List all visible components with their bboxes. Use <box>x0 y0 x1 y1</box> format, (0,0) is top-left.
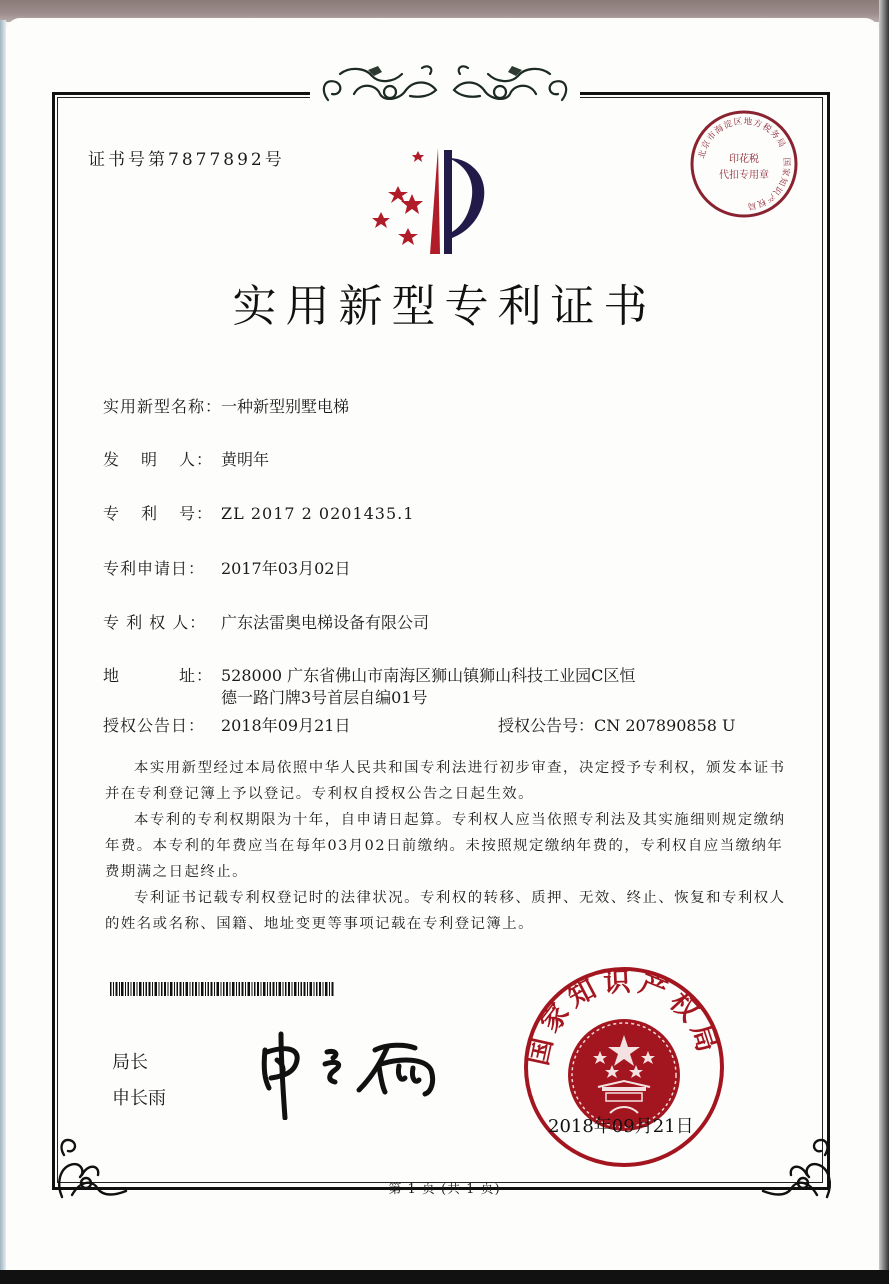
field-grant-pub-date <box>103 713 350 736</box>
field-value: 广东法雷奥电梯设备有限公司 <box>221 613 430 632</box>
field-label: 地 <box>103 666 121 685</box>
field-label: 址 <box>178 666 196 685</box>
seal-date: 2018年09月21日 <box>548 1116 694 1137</box>
field-inventor <box>103 447 269 470</box>
field-grant-pub-number <box>498 713 736 736</box>
field-value: 2018年09月21日 <box>221 716 351 735</box>
field-label: 授权公告日： <box>103 716 206 735</box>
field-value: 2017年03月02日 <box>221 559 351 578</box>
document-title: 实用新型专利证书 <box>232 281 657 332</box>
signatory-title: 局长 <box>112 1052 148 1073</box>
field-colon: ： <box>195 666 213 685</box>
page-indicator: 第 1 页 (共 1 页) <box>388 1182 501 1197</box>
paragraph-grant: 本实用新型经过本局依照中华人民共和国专利法进行初步审查，决定授予专利权，颁发本证书并在专利登记簿上予以登记。专利权自授权公告之日起生效。 <box>105 760 786 802</box>
handwritten-signature-icon <box>255 1030 445 1120</box>
field-application-date <box>103 556 350 579</box>
field-value: 528000 广东省佛山市南海区狮山镇狮山科技工业园C区恒 <box>221 666 636 685</box>
svg-text:印花税: 印花税 <box>729 154 759 165</box>
paragraph-legal-status: 专利证书记载专利权登记时的法律状况。专利权的转移、质押、无效、终止、恢复和专利权人的姓名或名称、国籍、地址变更等事项记载在专利登记簿上。 <box>105 890 786 932</box>
field-value: 黄明年 <box>221 450 270 469</box>
field-value: 一种新型别墅电梯 <box>221 397 350 416</box>
field-utility-model-name <box>103 394 349 417</box>
svg-text:北京市海淀区地方税务局 国家知识产权局: 北京市海淀区地方税务局 国家知识产权局 <box>697 116 792 212</box>
dragon-ornament-icon <box>310 60 580 108</box>
field-value: CN 207890858 U <box>594 716 736 735</box>
field-patentee <box>103 610 429 633</box>
photo-background-bottom <box>0 1270 889 1284</box>
field-label: 明 <box>140 450 158 469</box>
field-label: 专 利 权 人： <box>103 613 207 632</box>
field-label: 专利申请日： <box>103 559 206 578</box>
field-label: 利 <box>140 504 158 523</box>
field-label: 号 <box>178 504 196 523</box>
cnipa-logo-icon <box>368 146 503 256</box>
field-address-line2: 德一路门牌3号首层自编01号 <box>221 688 428 707</box>
field-colon: ： <box>195 450 213 469</box>
signatory-block <box>112 1045 166 1117</box>
seal-ring-text: 国家知识产权局 <box>522 966 725 1069</box>
field-colon: ： <box>195 504 213 523</box>
field-label: 专 <box>103 504 121 523</box>
official-seal <box>522 965 727 1170</box>
field-label: 实用新型名称： <box>103 397 223 416</box>
field-address <box>103 663 635 686</box>
field-label: 人 <box>178 450 196 469</box>
tax-stamp <box>688 108 800 220</box>
certificate-number: 证书号第7877892号 <box>88 150 285 170</box>
field-value: ZL 2017 2 0201435.1 <box>221 504 415 523</box>
svg-text:代扣专用章: 代扣专用章 <box>719 170 769 181</box>
photo-background-right <box>879 0 889 1284</box>
barcode-icon <box>110 981 335 995</box>
field-label: 发 <box>103 450 121 469</box>
paragraph-term-fees: 本专利的专利权期限为十年，自申请日起算。专利权人应当依照专利法及其实施细则规定缴纳年费。本专利的年费应当在每年03月02日前缴纳。未按照规定缴纳年费的，专利权自应当缴纳年费期满之日起终止。 <box>105 812 786 880</box>
field-patent-number <box>103 501 414 524</box>
field-label: 授权公告号： <box>498 716 595 735</box>
signatory-name: 申长雨 <box>112 1088 166 1109</box>
